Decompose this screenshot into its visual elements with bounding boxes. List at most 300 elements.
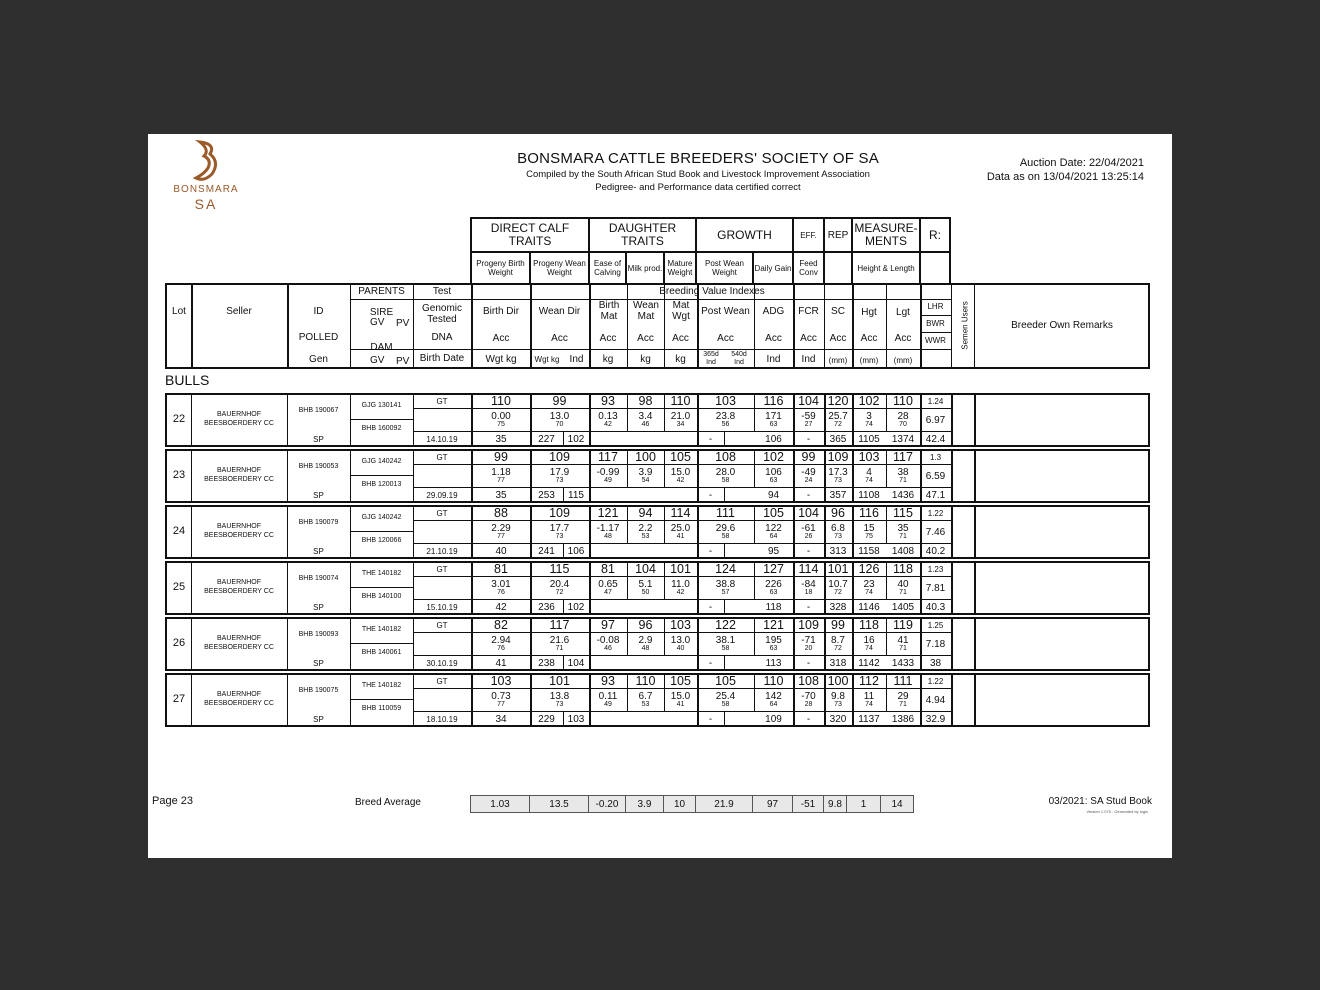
dam-id: BHB 120066: [361, 537, 402, 544]
bv-value: -0.08: [596, 635, 620, 646]
bv-index: 93: [601, 674, 615, 688]
unit-fcr: Ind: [801, 354, 816, 365]
bv-index: 104: [798, 394, 819, 408]
bv-value: 38.8: [715, 579, 736, 590]
bv-index: 114: [670, 506, 691, 520]
bv-accuracy: 76: [497, 589, 505, 596]
acc-sc: Acc: [829, 333, 847, 344]
breed-average-label: Breed Average: [355, 797, 421, 808]
breed-average-value: 97: [753, 796, 793, 813]
breed-average-table: [470, 795, 914, 813]
lot-number: 25: [172, 581, 186, 593]
breed-average-value: 1.03: [471, 796, 530, 813]
birth-weight: 35: [495, 490, 507, 501]
animal-id: BHB 190093: [298, 631, 339, 638]
birth-weight: 40: [495, 546, 507, 557]
bv-accuracy: 42: [676, 477, 685, 484]
bv-index: 101: [670, 562, 691, 576]
bv-value: 40: [897, 579, 909, 590]
bv-index: 94: [638, 506, 653, 520]
ease-of-calving: Ease of Calving: [589, 252, 626, 284]
bv-accuracy: 72: [834, 645, 842, 652]
wwr-value: 42.4: [925, 434, 946, 445]
bv-accuracy: 71: [555, 645, 564, 652]
col-bwr: BWR: [926, 319, 945, 328]
col-lgt: Lgt: [896, 307, 910, 318]
fcr-index: -: [806, 714, 811, 725]
bv-value: 38.1: [715, 635, 736, 646]
section-title: BULLS: [165, 372, 210, 388]
bv-value: -71: [801, 635, 816, 646]
birth-date: 29.09.19: [426, 491, 458, 500]
document-header: [448, 150, 948, 193]
unit-adg: Ind: [766, 354, 781, 365]
bv-value: 0.65: [598, 579, 618, 590]
bv-value: 21.0: [670, 411, 691, 422]
birth-weight: 41: [495, 658, 507, 669]
bv-value: 17.3: [828, 467, 848, 478]
wean-index: 115: [568, 490, 584, 501]
polled-status: SP: [313, 491, 324, 500]
col-dam: DAM: [370, 342, 393, 353]
wean-weight: 236: [538, 602, 555, 613]
lot-row: [165, 617, 1150, 671]
bv-accuracy: 77: [497, 701, 505, 708]
seller-name: BAUERNHOF BEESBOERDERY CC: [204, 635, 274, 651]
wwr-value: 47.1: [925, 490, 946, 501]
bv-value: 13.0: [549, 411, 570, 422]
bv-accuracy: 71: [899, 589, 907, 596]
bv-value: 122: [765, 523, 782, 534]
bv-value: 11.0: [671, 579, 690, 590]
col-birth-mat: Birth Mat: [598, 300, 620, 322]
bv-index: 118: [893, 562, 913, 576]
birth-weight: 34: [495, 714, 507, 725]
unit-wean-ind: Ind: [569, 354, 584, 365]
bv-value: -1.17: [596, 523, 620, 534]
col-birth-dir: Birth Dir: [482, 306, 520, 317]
lot-row: [165, 561, 1150, 615]
lhr-value: 1.25: [927, 621, 944, 630]
bv-accuracy: 42: [604, 421, 612, 428]
lot-number: 23: [172, 469, 186, 481]
bv-index: 101: [549, 674, 570, 688]
col-sire-gv: GV: [370, 317, 385, 328]
animal-id: BHB 190079: [298, 519, 339, 526]
bv-accuracy: 56: [721, 421, 730, 428]
birth-weight: 35: [495, 434, 507, 445]
bv-value: 142: [765, 691, 782, 702]
unit-wean-wgt: Wgt kg: [534, 355, 560, 364]
bv-accuracy: 73: [555, 701, 564, 708]
col-genomic: Genomic Tested: [421, 303, 462, 325]
acc-birth-mat: Acc: [599, 333, 617, 344]
bv-accuracy: 49: [604, 477, 612, 484]
acc-mat-wgt: Acc: [672, 333, 689, 344]
bv-accuracy: 26: [804, 533, 813, 540]
rep-sub: [824, 252, 852, 284]
lhr-value: 1.22: [927, 677, 944, 686]
bv-accuracy: 75: [497, 421, 505, 428]
bv-value: -49: [801, 467, 816, 478]
unit-birth-dir: Wgt kg: [485, 354, 517, 365]
bv-accuracy: 58: [721, 701, 730, 708]
bv-accuracy: 73: [555, 477, 564, 484]
bv-index: 126: [858, 562, 880, 576]
bv-value: 2.29: [491, 523, 511, 534]
seller-name: BAUERNHOF BEESBOERDERY CC: [204, 467, 274, 483]
lot-number: 22: [172, 413, 186, 425]
bv-index: 127: [763, 562, 784, 576]
bv-accuracy: 70: [555, 421, 564, 428]
height-mm: 1146: [858, 602, 880, 613]
lot-number: 27: [172, 693, 186, 705]
bv-accuracy: 74: [865, 477, 873, 484]
lhr-value: 1.22: [927, 509, 944, 518]
bv-index: 108: [715, 450, 736, 464]
bv-value: 2.9: [638, 635, 653, 646]
col-lot: Lot: [172, 306, 186, 317]
bv-value: 9.8: [831, 691, 845, 702]
acc-wean-mat: Acc: [637, 333, 654, 344]
bv-accuracy: 72: [555, 589, 564, 596]
sire-id: THE 140182: [361, 682, 402, 689]
wean-index: 102: [567, 434, 585, 445]
bv-value: 6.8: [831, 523, 845, 534]
bv-value: 171: [765, 411, 782, 422]
lhr-value: 1.3: [929, 453, 942, 462]
bv-index: 99: [831, 618, 845, 632]
bv-value: 13.0: [670, 635, 691, 646]
length-mm: 1374: [891, 434, 915, 445]
lot-row: [165, 449, 1150, 503]
sc-mm: 313: [829, 546, 847, 557]
reproduction-traits: REP: [824, 218, 852, 252]
bv-index: 100: [827, 674, 849, 688]
fcr-index: -: [806, 658, 811, 669]
progeny-wean-weight: Progeny Wean Weight: [530, 252, 589, 284]
fcr-index: -: [806, 434, 811, 445]
seller-name: BAUERNHOF BEESBOERDERY CC: [204, 579, 274, 595]
genomic-test: GT: [436, 677, 448, 686]
bwr-value: 7.81: [925, 583, 946, 594]
post-wean-index: -: [708, 714, 713, 725]
bv-value: 15.0: [670, 691, 691, 702]
bv-value: 11: [863, 691, 875, 702]
sc-mm: 320: [829, 714, 847, 725]
bwr-value: 7.18: [925, 639, 946, 650]
bv-index: 109: [549, 506, 570, 520]
lhr-value: 1.23: [927, 565, 944, 574]
bv-value: 3.4: [638, 411, 653, 422]
auction-date: Auction Date: 22/04/2021: [1019, 157, 1144, 169]
bv-index: 121: [597, 506, 619, 520]
breed-average-value: 13.5: [530, 796, 589, 813]
unit-birth-mat: kg: [602, 354, 614, 365]
post-wean-index: -: [708, 658, 713, 669]
breed-average-value: 14: [881, 796, 914, 813]
sc-mm: 328: [829, 602, 847, 613]
col-bvi: Breeding Value Indexes: [659, 286, 765, 297]
sire-id: THE 140182: [361, 626, 402, 633]
bv-value: 41: [897, 635, 909, 646]
wean-index: 104: [567, 658, 585, 669]
bv-accuracy: 72: [834, 589, 842, 596]
bv-value: 23.8: [715, 411, 736, 422]
bv-index: 111: [893, 674, 913, 688]
bv-accuracy: 73: [555, 533, 564, 540]
lot-row: [165, 673, 1150, 727]
col-fcr: FCR: [798, 306, 819, 317]
bv-index: 117: [549, 618, 570, 632]
bv-accuracy: 42: [676, 589, 685, 596]
wean-index: 106: [567, 546, 585, 557]
bv-index: 98: [638, 394, 653, 408]
col-seller: Seller: [226, 306, 252, 317]
bv-index: 82: [494, 618, 508, 632]
bv-accuracy: 63: [769, 477, 778, 484]
bv-value: -84: [801, 579, 816, 590]
bv-accuracy: 28: [804, 701, 813, 708]
bv-accuracy: 47: [604, 589, 612, 596]
logo-name: BONSMARA: [173, 184, 239, 195]
birth-date: 21.10.19: [426, 547, 458, 556]
measurement-traits: MEASURE-MENTS: [852, 218, 920, 252]
bv-accuracy: 58: [721, 645, 730, 652]
col-id: ID: [313, 306, 324, 317]
bv-value: 2.94: [491, 635, 511, 646]
bv-index: 102: [763, 450, 784, 464]
trait-group-header: [470, 217, 951, 285]
bv-value: -59: [801, 411, 816, 422]
post-wean-index: -: [708, 546, 713, 557]
adg-index: 113: [765, 658, 782, 669]
bv-index: 103: [858, 450, 880, 464]
bv-value: 3.9: [638, 467, 653, 478]
col-remarks: Breeder Own Remarks: [1011, 320, 1113, 331]
bv-accuracy: 58: [721, 533, 730, 540]
bv-index: 101: [827, 562, 849, 576]
bv-index: 109: [827, 450, 849, 464]
col-test: Test: [432, 286, 452, 297]
adg-index: 94: [767, 490, 780, 501]
bwr-value: 6.97: [925, 415, 946, 426]
wwr-value: 38: [929, 658, 942, 669]
bv-value: 6.7: [638, 691, 653, 702]
col-wean-mat: Wean Mat: [633, 300, 659, 322]
post-wean-index: -: [708, 434, 713, 445]
animal-id: BHB 190075: [298, 687, 339, 694]
document-subtitle: Compiled by the South African Stud Book and Livestock Improvement Association: [526, 169, 870, 180]
acc-birth-dir: Acc: [492, 333, 510, 344]
bv-accuracy: 63: [769, 645, 778, 652]
bv-value: 16: [863, 635, 875, 646]
col-wean-dir: Wean Dir: [538, 306, 581, 317]
unit-lgt: (mm): [893, 356, 913, 365]
sire-id: GJG 140242: [361, 458, 402, 465]
bv-index: 121: [763, 618, 784, 632]
bv-accuracy: 74: [865, 645, 873, 652]
bv-accuracy: 18: [804, 589, 813, 596]
bv-value: 10.7: [828, 579, 848, 590]
bv-value: 0.00: [491, 411, 511, 422]
wean-index: 102: [567, 602, 585, 613]
logo-sa: SA: [194, 196, 218, 212]
col-mat-wgt: Mat Wgt: [672, 300, 690, 322]
bv-accuracy: 70: [899, 421, 907, 428]
length-mm: 1433: [891, 658, 915, 669]
col-gen: Gen: [309, 354, 328, 365]
bv-value: 25.0: [670, 523, 691, 534]
sire-id: GJG 140242: [361, 514, 402, 521]
bv-index: 118: [859, 618, 879, 632]
col-dam-gv: GV: [370, 355, 385, 366]
bv-accuracy: 46: [641, 421, 650, 428]
lot-list: [165, 393, 1150, 729]
col-hgt: Hgt: [861, 307, 877, 318]
document-title: BONSMARA CATTLE BREEDERS' SOCIETY OF SA: [517, 150, 879, 167]
ratios-header: R:: [920, 218, 950, 252]
breed-average-value: 10: [664, 796, 696, 813]
bv-index: 105: [670, 450, 691, 464]
sire-id: GJG 130141: [361, 402, 402, 409]
bv-value: 21.6: [549, 635, 570, 646]
bv-index: 115: [549, 562, 570, 576]
sire-id: THE 140182: [361, 570, 402, 577]
lot-row: [165, 505, 1150, 559]
height-mm: 1137: [858, 714, 880, 725]
direct-calf-traits: DIRECT CALF TRAITS: [471, 218, 589, 252]
bv-index: 110: [491, 394, 511, 408]
bv-value: 15.0: [670, 467, 691, 478]
wean-weight: 229: [538, 714, 555, 725]
studbook-note: 03/2021: SA Stud Book: [1048, 796, 1152, 807]
wean-weight: 227: [538, 434, 555, 445]
breed-average-value: -0.20: [589, 796, 626, 813]
height-mm: 1142: [858, 658, 880, 669]
length-mm: 1408: [891, 546, 915, 557]
bv-value: 38: [897, 467, 909, 478]
bv-value: 17.9: [549, 467, 570, 478]
adg-index: 106: [765, 434, 782, 445]
bv-index: 103: [670, 618, 691, 632]
bv-index: 102: [858, 394, 880, 408]
bv-accuracy: 73: [834, 477, 842, 484]
bv-index: 124: [715, 562, 736, 576]
bwr-value: 4.94: [925, 695, 946, 706]
bv-index: 93: [601, 394, 615, 408]
bv-accuracy: 20: [804, 645, 813, 652]
bv-value: 23: [863, 579, 875, 590]
dam-id: BHB 110059: [361, 705, 402, 712]
bv-value: 5.1: [638, 579, 653, 590]
col-wwr: WWR: [925, 336, 946, 345]
genomic-test: GT: [436, 621, 448, 630]
bv-accuracy: 71: [899, 645, 907, 652]
bv-accuracy: 50: [641, 589, 650, 596]
bwr-value: 7.46: [925, 527, 946, 538]
col-dam-pv: PV: [396, 356, 410, 367]
breed-average-value: 3.9: [626, 796, 664, 813]
post-wean-index: -: [708, 490, 713, 501]
bv-accuracy: 73: [834, 533, 842, 540]
bv-accuracy: 34: [676, 421, 685, 428]
length-mm: 1405: [891, 602, 915, 613]
growth-traits: GROWTH: [696, 218, 793, 252]
birth-date: 18.10.19: [426, 715, 458, 724]
bv-index: 108: [798, 674, 819, 688]
bv-value: 15: [863, 523, 875, 534]
bv-index: 88: [494, 506, 508, 520]
bv-index: 114: [798, 562, 819, 576]
daughter-traits: DAUGHTER TRAITS: [589, 218, 696, 252]
bv-value: 3: [866, 411, 872, 422]
bv-value: -0.99: [596, 467, 620, 478]
r-sub: [920, 252, 950, 284]
progeny-birth-weight: Progeny Birth Weight: [471, 252, 530, 284]
fcr-index: -: [806, 602, 811, 613]
bv-index: 97: [601, 618, 615, 632]
animal-id: BHB 190074: [298, 575, 339, 582]
bv-value: 4: [866, 467, 872, 478]
bv-value: 28: [897, 411, 909, 422]
bv-index: 115: [893, 506, 913, 520]
seller-name: BAUERNHOF BEESBOERDERY CC: [204, 411, 274, 427]
fcr-index: -: [806, 546, 811, 557]
bv-value: -70: [801, 691, 816, 702]
bv-accuracy: 27: [804, 421, 813, 428]
acc-hgt: Acc: [860, 333, 878, 344]
bv-value: 0.11: [598, 691, 618, 702]
bv-value: 28.0: [715, 467, 736, 478]
bv-accuracy: 71: [899, 533, 907, 540]
unit-540d: 540d Ind: [731, 351, 747, 366]
bv-accuracy: 64: [769, 701, 778, 708]
polled-status: SP: [313, 435, 324, 444]
bv-accuracy: 74: [865, 589, 873, 596]
animal-id: BHB 190067: [298, 407, 339, 414]
bv-index: 105: [715, 674, 736, 688]
bv-value: 29.6: [715, 523, 736, 534]
page-number: Page 23: [152, 795, 193, 807]
bv-accuracy: 74: [865, 701, 873, 708]
seller-name: BAUERNHOF BEESBOERDERY CC: [204, 523, 274, 539]
col-adg: ADG: [762, 306, 785, 317]
bv-index: 96: [638, 618, 653, 632]
bv-value: 0.13: [598, 411, 618, 422]
bv-accuracy: 63: [769, 589, 778, 596]
bv-value: 29: [897, 691, 909, 702]
bv-value: 13.8: [549, 691, 570, 702]
height-mm: 1158: [858, 546, 880, 557]
bv-value: 195: [765, 635, 782, 646]
auction-info: [987, 156, 1144, 184]
bv-index: 110: [635, 674, 656, 688]
bv-index: 110: [670, 394, 691, 408]
col-polled: POLLED: [298, 332, 339, 343]
unit-hgt: (mm): [859, 356, 879, 365]
height-length: Height & Length: [852, 252, 920, 284]
bv-value: 3.01: [491, 579, 511, 590]
bv-index: 96: [831, 506, 845, 520]
wwr-value: 40.3: [925, 602, 946, 613]
bv-accuracy: 77: [497, 477, 505, 484]
height-mm: 1108: [858, 490, 880, 501]
bv-value: 17.7: [549, 523, 570, 534]
bv-index: 116: [763, 394, 784, 408]
adg-index: 109: [765, 714, 782, 725]
breed-average-value: -51: [793, 796, 824, 813]
